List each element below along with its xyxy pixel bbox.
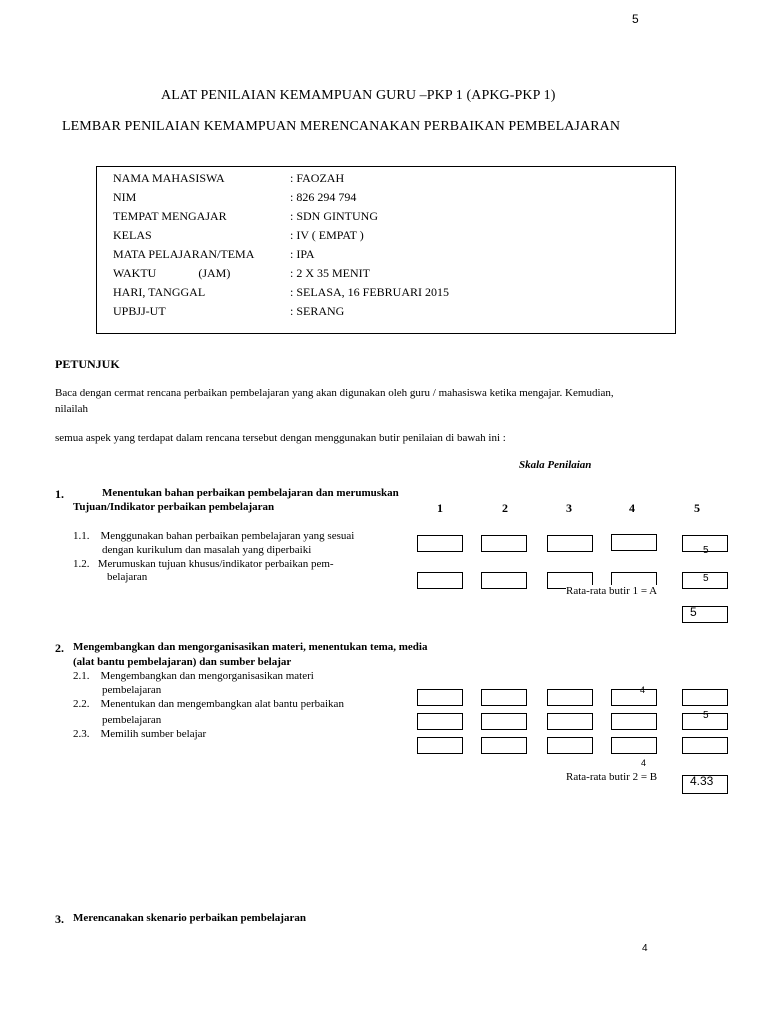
value-nim: : 826 294 794: [290, 190, 357, 204]
page-title: ALAT PENILAIAN KEMAMPUAN GURU –PKP 1 (APKG-PKP 1): [161, 88, 556, 103]
label-tempat: TEMPAT MENGAJAR: [113, 209, 227, 223]
score-cell-2-1-2[interactable]: [481, 689, 527, 706]
label-tanggal: HARI, TANGGAL: [113, 285, 206, 299]
scale-title: Skala Penilaian: [519, 459, 592, 471]
score-cell-2-2-2[interactable]: [481, 713, 527, 730]
score-cell-2-1-3[interactable]: [547, 689, 593, 706]
section-3-number: 3.: [55, 912, 64, 926]
item-2-2-line-1: 2.2. Menentukan dan mengembangkan alat bantu perbaikan: [73, 698, 344, 710]
score-cell-2-1-4[interactable]: [611, 689, 657, 706]
score-cell-1-2-2[interactable]: [481, 572, 527, 589]
item-1-1-line-1: 1.1. Menggunakan bahan perbaikan pembelajaran yang sesuai: [73, 530, 355, 542]
score-cell-2-3-5[interactable]: [682, 737, 728, 754]
value-kelas: : IV ( EMPAT ): [290, 228, 364, 242]
score-cell-2-3-4[interactable]: [611, 737, 657, 754]
scale-label-5: 5: [694, 501, 700, 515]
label-kelas: KELAS: [113, 228, 152, 242]
label-upbjj: UPBJJ-UT: [113, 304, 166, 318]
score-cell-2-1-1[interactable]: [417, 689, 463, 706]
score-value-2-2: 5: [703, 710, 709, 721]
value-tanggal: : SELASA, 16 FEBRUARI 2015: [290, 285, 450, 299]
page-number-bottom: 4: [642, 943, 648, 954]
value-waktu: : 2 X 35 MENIT: [290, 266, 370, 280]
label-mapel: MATA PELAJARAN/TEMA: [113, 247, 255, 261]
value-tempat: : SDN GINTUNG: [290, 209, 378, 223]
page-subtitle: LEMBAR PENILAIAN KEMAMPUAN MERENCANAKAN PERBAIKAN PEMBELAJARAN: [62, 119, 621, 134]
item-2-2-line-2: pembelajaran: [102, 714, 162, 726]
score-value-1-1: 5: [703, 545, 709, 556]
section-1-title-line-1: Menentukan bahan perbaikan pembelajaran dan merumuskan: [102, 487, 399, 499]
scale-label-3: 3: [566, 501, 572, 515]
section-2-title-line-2: (alat bantu pembelajaran) dan sumber belajar: [73, 656, 292, 668]
identity-box: [96, 166, 676, 334]
petunjuk-line-3: semua aspek yang terdapat dalam rencana tersebut dengan menggunakan butir penilaian di bawah ini :: [55, 432, 506, 444]
section-2-number: 2.: [55, 641, 64, 655]
section-2-title-line-1: Mengembangkan dan mengorganisasikan materi, menentukan tema, media: [73, 641, 428, 653]
item-1-1-line-2: dengan kurikulum dan masalah yang diperbaiki: [102, 544, 312, 556]
scale-label-4: 4: [629, 501, 635, 515]
section-1-title-line-2: Tujuan/Indikator perbaikan pembelajaran: [73, 501, 275, 513]
score-value-2-1: 4: [640, 685, 646, 695]
score-value-2-3: 4: [641, 758, 647, 768]
avg-1-label: Rata-rata butir 1 = A: [566, 585, 658, 597]
score-cell-2-3-2[interactable]: [481, 737, 527, 754]
avg-2-value: 4.33: [690, 774, 714, 788]
score-cell-2-3-1[interactable]: [417, 737, 463, 754]
label-nama: NAMA MAHASISWA: [113, 171, 225, 185]
label-nim: NIM: [113, 190, 137, 204]
score-cell-2-2-1[interactable]: [417, 713, 463, 730]
value-nama: : FAOZAH: [290, 171, 345, 185]
petunjuk-line-1: Baca dengan cermat rencana perbaikan pembelajaran yang akan digunakan oleh guru / mahasiswa ketika mengajar. Kemudian,: [55, 387, 614, 399]
avg-1-box[interactable]: [682, 606, 728, 623]
value-mapel: : IPA: [290, 247, 315, 261]
score-cell-2-2-3[interactable]: [547, 713, 593, 730]
score-cell-2-3-3[interactable]: [547, 737, 593, 754]
value-upbjj: : SERANG: [290, 304, 345, 318]
item-2-3-line-1: 2.3. Memilih sumber belajar: [73, 728, 207, 740]
score-cell-1-1-3[interactable]: [547, 535, 593, 552]
score-cell-1-1-1[interactable]: [417, 535, 463, 552]
scale-label-1: 1: [437, 501, 443, 515]
item-2-1-line-1: 2.1. Mengembangkan dan mengorganisasikan materi: [73, 670, 314, 682]
avg-2-label: Rata-rata butir 2 = B: [566, 771, 658, 783]
scale-label-2: 2: [502, 501, 508, 515]
score-cell-1-1-4[interactable]: [611, 534, 657, 551]
petunjuk-heading: PETUNJUK: [55, 357, 120, 371]
petunjuk-line-2: nilailah: [55, 403, 88, 415]
item-2-1-line-2: pembelajaran: [102, 684, 162, 696]
score-value-1-2: 5: [703, 573, 709, 584]
page-number-top: 5: [632, 12, 639, 26]
score-cell-1-1-2[interactable]: [481, 535, 527, 552]
score-cell-2-2-4[interactable]: [611, 713, 657, 730]
score-cell-2-1-5[interactable]: [682, 689, 728, 706]
section-1-number: 1.: [55, 487, 64, 501]
label-waktu: WAKTU (JAM): [113, 266, 231, 280]
avg-1-value: 5: [690, 605, 697, 619]
score-cell-1-2-1[interactable]: [417, 572, 463, 589]
section-3-title: Merencanakan skenario perbaikan pembelajaran: [73, 912, 306, 924]
item-1-2-line-2: belajaran: [107, 571, 148, 583]
item-1-2-line-1: 1.2. Merumuskan tujuan khusus/indikator perbaikan pem-: [73, 558, 334, 570]
